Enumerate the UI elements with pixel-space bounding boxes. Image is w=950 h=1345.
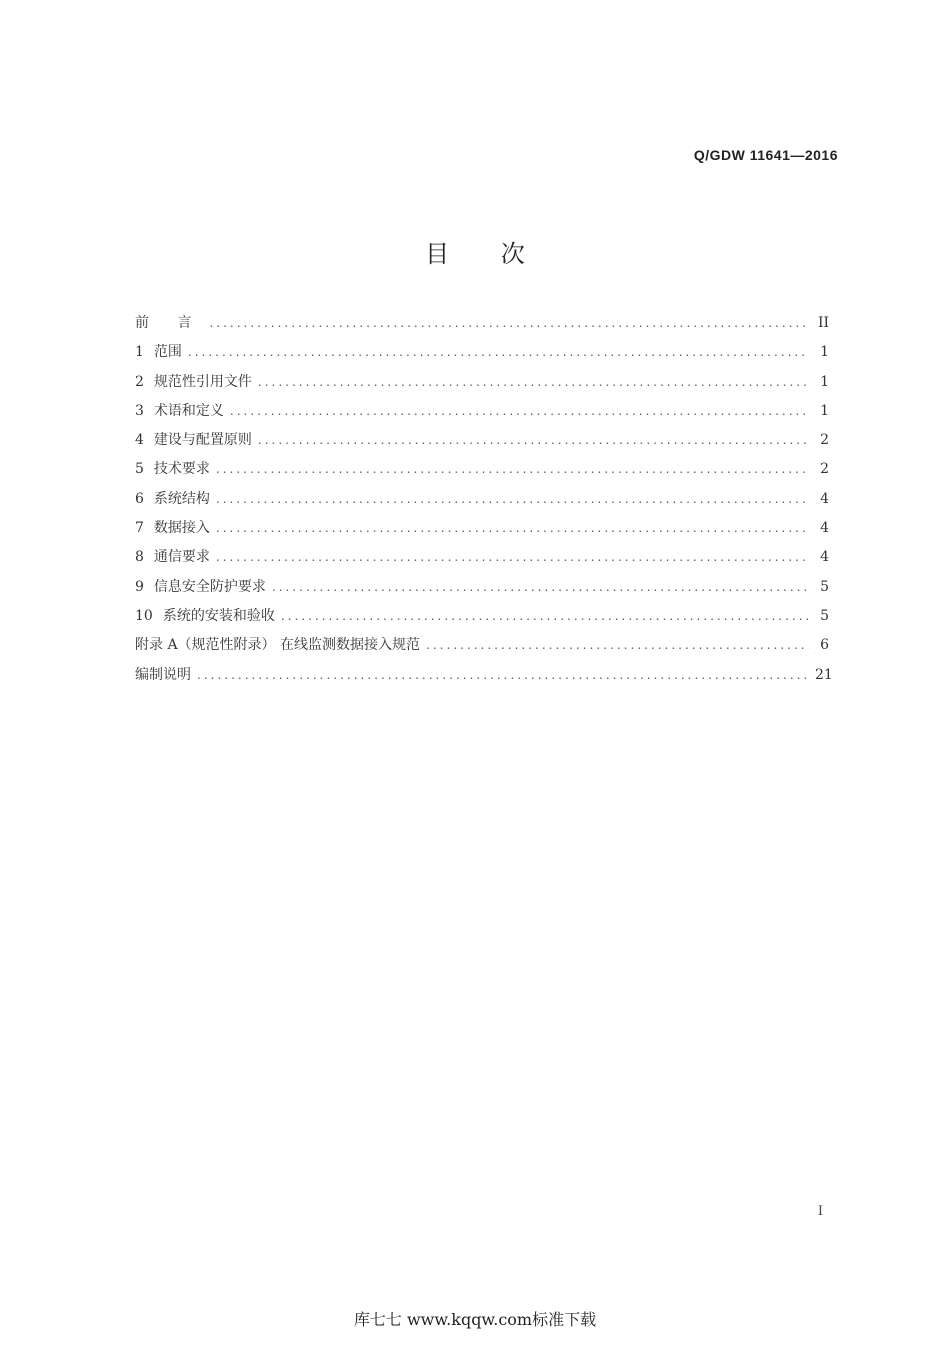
toc-entry-3[interactable] <box>135 397 829 426</box>
toc-entry-1[interactable] <box>135 338 829 367</box>
toc-entry-label: 附录 A（规范性附录） 在线监测数据接入规范 <box>135 637 421 654</box>
toc-entry-page: 4 <box>820 520 829 537</box>
toc-entry-number: 5 <box>135 461 144 478</box>
toc-entry-5[interactable] <box>135 455 829 484</box>
toc-entry-10[interactable] <box>135 602 829 631</box>
toc-entry-page: 21 <box>815 666 833 683</box>
toc-entry-appendix-a[interactable] <box>135 631 829 660</box>
toc-entry-page: 4 <box>820 490 829 507</box>
toc-entry-number: 8 <box>135 549 144 566</box>
toc-leader-dots <box>258 368 809 397</box>
toc-entry-number: 4 <box>135 432 144 449</box>
toc-entry-page: 1 <box>820 373 829 390</box>
toc-leader-dots <box>216 455 809 484</box>
toc-entry-number: 3 <box>135 402 144 419</box>
toc-entry-number: 1 <box>135 344 144 361</box>
toc-entry-page: 1 <box>820 344 829 361</box>
toc-entry-number: 9 <box>135 578 144 595</box>
toc-entry-number: 7 <box>135 520 144 537</box>
toc-leader-dots <box>197 661 809 690</box>
toc-leader-dots <box>426 631 809 660</box>
toc-entry-label: 术语和定义 <box>153 402 224 419</box>
toc-entry-page: 4 <box>820 549 829 566</box>
toc-entry-page: 2 <box>820 432 829 449</box>
toc-entry-6[interactable] <box>135 485 829 514</box>
toc-entry-page: 5 <box>820 578 829 595</box>
toc-entry-page: 5 <box>820 607 829 624</box>
page-number: I <box>817 1204 823 1219</box>
toc-entry-number: 10 <box>135 607 153 624</box>
toc-entry-label: 建设与配置原则 <box>153 432 252 449</box>
toc-leader-dots <box>281 602 809 631</box>
toc-entry-page: II <box>817 315 829 331</box>
toc-leader-dots <box>209 309 809 338</box>
toc-leader-dots <box>188 338 809 367</box>
toc-leader-dots <box>272 573 809 602</box>
toc-entry-label: 系统结构 <box>153 490 210 507</box>
toc-entry-number: 6 <box>135 490 144 507</box>
table-of-contents <box>135 309 833 690</box>
toc-entry-label: 数据接入 <box>153 520 210 537</box>
toc-entry-label: 通信要求 <box>153 549 210 566</box>
toc-entry-label: 规范性引用文件 <box>153 373 252 390</box>
toc-entry-4[interactable] <box>135 426 829 455</box>
page-title: 目 次 <box>425 240 547 268</box>
toc-leader-dots <box>258 426 809 455</box>
toc-entry-7[interactable] <box>135 514 829 543</box>
footer-watermark: 库七七 www.kqqw.com标准下载 <box>353 1310 597 1329</box>
toc-entry-page: 6 <box>820 637 829 654</box>
toc-leader-dots <box>216 485 809 514</box>
toc-entry-label: 范围 <box>153 344 182 361</box>
toc-entry-label: 技术要求 <box>153 461 210 478</box>
toc-entry-label: 系统的安装和验收 <box>162 607 275 624</box>
toc-entry-page: 1 <box>820 402 829 419</box>
toc-entry-8[interactable] <box>135 543 829 572</box>
toc-entry-2[interactable] <box>135 368 829 397</box>
toc-entry-label: 信息安全防护要求 <box>153 578 266 595</box>
toc-entry-9[interactable] <box>135 573 829 602</box>
toc-entry-number: 2 <box>135 373 144 390</box>
document-code: Q/GDW 11641—2016 <box>693 147 838 163</box>
toc-leader-dots <box>216 514 809 543</box>
toc-entry-label: 前 言 <box>135 315 204 331</box>
toc-entry-foreword[interactable] <box>135 309 829 338</box>
toc-leader-dots <box>216 543 809 572</box>
toc-entry-page: 2 <box>820 461 829 478</box>
toc-entry-explanation[interactable] <box>135 661 833 690</box>
toc-entry-label: 编制说明 <box>135 666 191 683</box>
toc-leader-dots <box>230 397 809 426</box>
